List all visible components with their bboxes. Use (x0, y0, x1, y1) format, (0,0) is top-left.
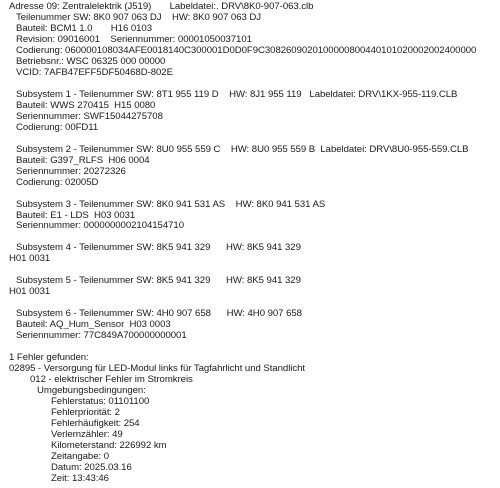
freeze-frame-heading: Umgebungsbedingungen: (37, 385, 146, 396)
time-indication: Zeitangabe: 0 (51, 451, 110, 462)
subsystem-3-component: Bauteil: E1 - LDS H03 0031 (16, 210, 136, 221)
vcid-line: VCID: 7AFB47EFF5DF50468D-802E (16, 67, 173, 78)
subsystem-2-coding: Codierung: 02005D (16, 177, 99, 188)
subsystem-1-header: Subsystem 1 - Teilenummer SW: 8T1 955 119 D HW: 8J1 955 119 Labeldatei: DRV\1KX-955-119.CLB (16, 89, 458, 100)
fault-priority: Fehlerpriorität: 2 (51, 407, 120, 418)
time: Zeit: 13:43:46 (51, 473, 109, 484)
subsystem-1-serial: Seriennummer: SWF15044275708 (16, 111, 163, 122)
fault-symptom: 012 - elektrischer Fehler im Stromkreis (30, 374, 193, 385)
subsystem-2-component: Bauteil: G397_RLFS H06 0004 (16, 155, 150, 166)
fault-code-description: 02895 - Versorgung für LED-Modul links für Tagfahrlicht und Standlicht (9, 363, 306, 374)
subsystem-6-component: Bauteil: AQ_Hum_Sensor H03 0003 (16, 319, 171, 330)
coding-line: Codierung: 060000108034AFE0018140C300001D0D0F9C3082609020100000800440101020002002400000 (16, 45, 477, 56)
subsystem-4-hw-version: H01 0031 (9, 253, 51, 264)
subsystem-6-header: Subsystem 6 - Teilenummer SW: 4H0 907 658 HW: 4H0 907 658 (16, 308, 302, 319)
fault-status: Fehlerstatus: 01101100 (51, 396, 150, 407)
fault-frequency: Fehlerhäufigkeit: 254 (51, 418, 140, 429)
subsystem-1-component: Bauteil: WWS 270415 H15 0080 (16, 100, 156, 111)
subsystem-3-serial: Seriennummer: 0000000002104154710 (16, 220, 184, 231)
subsystem-1-coding: Codierung: 00FD11 (16, 122, 99, 133)
date: Datum: 2025.03.16 (51, 462, 132, 473)
subsystem-5-hw-version: H01 0031 (9, 286, 51, 297)
subsystem-2-serial: Seriennummer: 20272326 (16, 166, 126, 177)
module-address-line: Adresse 09: Zentralelektrik (J519) Labeldatei:. DRV\8K0-907-063.clb (9, 1, 314, 12)
subsystem-6-serial: Seriennummer: 77C849A700000000001 (16, 330, 187, 341)
revision-line: Revision: 09016001 Seriennummer: 00001050037101 (16, 34, 252, 45)
subsystem-5-header: Subsystem 5 - Teilenummer SW: 8K5 941 329 HW: 8K5 941 329 (16, 275, 301, 286)
fault-count: 1 Fehler gefunden: (9, 352, 89, 363)
subsystem-3-header: Subsystem 3 - Teilenummer SW: 8K0 941 531 AS HW: 8K0 941 531 AS (16, 199, 326, 210)
mileage: Kilometerstand: 226992 km (51, 440, 167, 451)
subsystem-4-header: Subsystem 4 - Teilenummer SW: 8K5 941 329 HW: 8K5 941 329 (16, 242, 301, 253)
component-line: Bauteil: BCM1 1.0 H16 0103 (16, 23, 152, 34)
part-number-line: Teilenummer SW: 8K0 907 063 DJ HW: 8K0 907 063 DJ (16, 12, 262, 23)
unlearn-counter: Verlernzähler: 49 (51, 429, 123, 440)
subsystem-2-header: Subsystem 2 - Teilenummer SW: 8U0 955 559 C HW: 8U0 955 559 B Labeldatei: DRV\8U0-955-559.CLB (16, 144, 469, 155)
operator-number-line: Betriebsnr.: WSC 06325 000 00000 (16, 56, 166, 67)
